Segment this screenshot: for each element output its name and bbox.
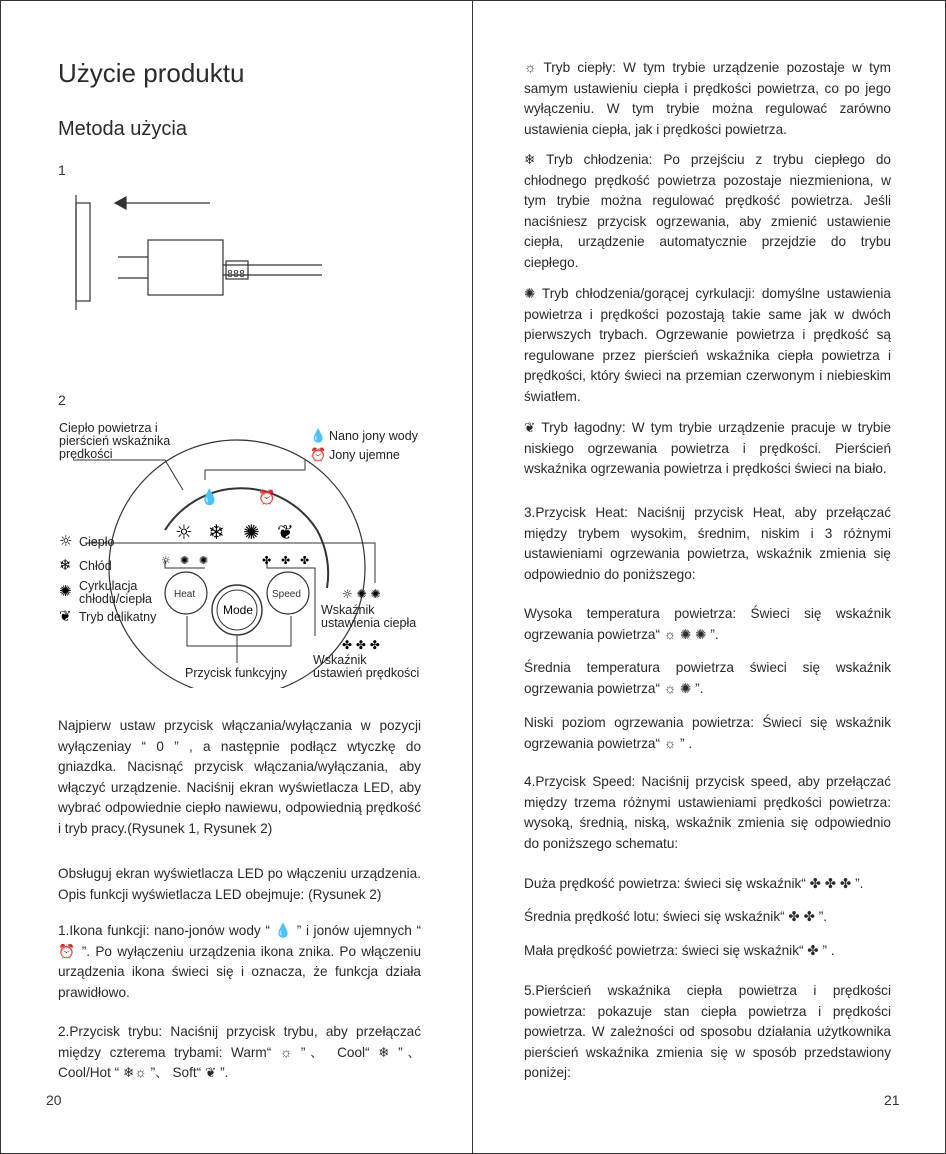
page-spine (472, 0, 473, 1154)
figure-1-number: 1 (58, 162, 66, 178)
page-number-right: 21 (884, 1092, 900, 1108)
speed-indicator-2-icon: ✤ (281, 554, 291, 567)
warm-mode-icon: ☼ (175, 520, 193, 544)
heat-button-paragraph: 3.Przycisk Heat: Naciśnij przycisk Heat, aby przełączać między trybem wysokim, średnim, niskim i 3 różnymi ustawieniami ogrzewania powietrza, wskaźnik zmienia się odpowiednio do poniższego: (524, 505, 891, 582)
ring-label-line-1: Ciepło powietrza i (59, 421, 158, 435)
nano-water-icon: 💧 (200, 488, 219, 506)
legend-warm-label: Ciepło (79, 535, 115, 549)
speed-low-paragraph: Mała prędkość powietrza: świeci się wskaźnik“ ✤ ” . (524, 943, 835, 958)
speed-indicator-3-icon: ✤ (300, 554, 310, 567)
heat-low-paragraph: Niski poziom ogrzewania powietrza: Świeci się wskaźnik ogrzewania powietrza“ ☼ ” . (524, 715, 891, 751)
insert-arrow-head (115, 197, 126, 209)
legend-soft-icon: ❦ (59, 607, 72, 625)
heat-indicator-3-icon: ✺ (199, 554, 209, 567)
wall-socket (76, 203, 90, 301)
led-paragraph: Obsługuj ekran wyświetlacza LED po włączeniu urządzenia. Opis funkcji wyświetlacza LED obejmuje: (Rysunek 2) (58, 866, 421, 902)
ring-label-line-3: prędkości (59, 447, 113, 461)
ring-label-line-2: pierścień wskaźnika (59, 434, 171, 448)
speed-ind-icons: ✤ ✤ ✤ (342, 638, 380, 652)
legend-warm-icon: ☼ (59, 532, 73, 550)
soft-mode-item: ❦ Tryb łagodny: W tym trybie urządzenie pracuje w trybie niskiego ogrzewania powietrza i prędkości. Pierścień wskaźnika ogrzewania powietrza i prędkości świeci na biało. (524, 420, 891, 476)
negative-ion-icon: ⏰ (258, 490, 276, 506)
legend-coolhot-icon: ✺ (59, 582, 72, 600)
nano-label: Nano jony wody (329, 429, 418, 443)
speed-button-label: Speed (272, 589, 301, 600)
mode-leader (85, 543, 375, 583)
plug-display: 888 (227, 269, 246, 280)
speed-ind-label-1: Wskaźnik (313, 653, 367, 667)
speed-ind-label-2: ustawień prędkości (313, 666, 420, 680)
coolhot-mode-icon: ✺ (243, 520, 260, 544)
speed-button-paragraph: 4.Przycisk Speed: Naciśnij przycisk speed, aby przełączać między trzema różnymi ustawieniami prędkości powietrza: wysoką, średnią, niską, wskaźnik zmienia się odpowiednio do poniższego schematu: (524, 774, 891, 851)
heat-ind-icons: ☼ ✺ ✺ (342, 587, 381, 601)
plug-body (148, 240, 223, 295)
legend-cool-icon: ❄ (59, 556, 72, 574)
function-button-label: Przycisk funkcyjny (185, 666, 288, 680)
coolhot-mode-item: ✺ Tryb chłodzenia/gorącej cyrkulacji: domyślne ustawienia powietrza i prędkości pozostają takie same jak w dwóch pierwszych trybach. Ogrzewanie powietrza i prędkość są regulowane przez pierścień wskaźnika ciepła powietrza i prędkości, który świeci na przemian czerwonym i niebieskim światłem. (524, 286, 891, 404)
page-title: Użycie produktu (58, 58, 245, 88)
cool-mode-item: ❄ Tryb chłodzenia: Po przejściu z trybu ciepłego do chłodnego prędkość powietrza pozostaje niezmieniona, w tym trybie można regulować prędkość powietrza. Jeśli naciśniesz przycisk ogrzewania, aby zmienić ustawienie ciepła, urządzenie automatycznie przejdzie do trybu ciepłego. (524, 152, 891, 270)
heat-ind-label-1: Wskaźnik (321, 603, 375, 617)
ion-label: Jony ujemne (329, 448, 400, 462)
function-icon-paragraph: 1.Ikona funkcji: nano-jonów wody “ 💧 ” i jonów ujemnych “ ⏰ ”. Po wyłączeniu urządzenia ikona znika. Po włączeniu urządzenia ikona świeci się i oznacza, że funkcja działa prawidłowo. (58, 923, 421, 1000)
soft-mode-icon: ❦ (277, 520, 294, 544)
ring-leader (75, 460, 183, 490)
legend-soft-label: Tryb delikatny (79, 610, 157, 624)
legend-coolhot-label-1: Cyrkulacja (79, 579, 138, 593)
mode-button-paragraph: 2.Przycisk trybu: Naciśnij przycisk trybu, aby przełączać między czterema trybami: Warm“ ☼ ”、 Cool“ ❄ ”、Cool/Hot “ ❄☼ ”、 Soft“ ❦ ”. (58, 1024, 421, 1080)
indicator-ring-arc-right (317, 530, 328, 588)
legend-coolhot-label-2: chłodu/ciepła (79, 592, 152, 606)
cool-mode-icon: ❄ (208, 520, 225, 544)
intro-paragraph: Najpierw ustaw przycisk włączania/wyłączania w pozycji wyłączeniay “ 0 ” , a następnie podłącz wtyczkę do gniazdka. Nacisnąć przycisk włączania/wyłączania, aby włączyć urządzenie. Naciśnij ekran wyświetlacza LED, aby wybrać odpowiednie ciepło nawiewu, odpowiednią prędkość i tryb pracy.(Rysunek 1, Rysunek 2) (58, 718, 421, 836)
heat-button-label: Heat (174, 589, 196, 600)
section-title: Metoda użycia (58, 118, 187, 140)
figure-1-plug-diagram (60, 185, 360, 315)
mode-button-label: Mode (223, 603, 254, 617)
heat-ind-label-2: ustawienia ciepła (321, 616, 417, 630)
speed-mid-paragraph: Średnia prędkość lotu: świeci się wskaźnik“ ✤ ✤ ”. (524, 909, 828, 924)
ring-indicator-paragraph: 5.Pierścień wskaźnika ciepła powietrza i prędkości powietrza: pokazuje stan ciepła powietrza i prędkości powietrza. W zależności od sposobu działania użytkownika pierścień wskaźnika zmienia się w sposób przedstawiony poniżej: (524, 983, 891, 1080)
heat-high-paragraph: Wysoka temperatura powietrza: Świeci się wskaźnik ogrzewania powietrza“ ☼ ✺ ✺ ”. (524, 606, 891, 642)
speed-high-paragraph: Duża prędkość powietrza: świeci się wskaźnik“ ✤ ✤ ✤ ”. (524, 876, 864, 891)
heat-indicator-2-icon: ✺ (180, 554, 190, 567)
ion-label-icon: ⏰ (310, 448, 327, 463)
page-number-left: 20 (46, 1092, 62, 1108)
warm-mode-item: ☼ Tryb ciepły: W tym trybie urządzenie pozostaje w tym samym ustawieniu ciepła i prędkości powietrza, co po jego wyłączeniu. W tym trybie można regulować zarówno ustawienia ciepła, jak i prędkości powietrza. (524, 60, 891, 137)
figure-2-number: 2 (58, 392, 66, 408)
figure-2-control-panel (55, 418, 435, 688)
legend-cool-label: Chłód (79, 559, 112, 573)
speed-indicator-1-icon: ✤ (262, 554, 272, 567)
heat-indicator-1-icon: ☼ (161, 554, 171, 567)
nano-leader (205, 460, 305, 480)
heat-mid-paragraph: Średnia temperatura powietrza świeci się wskaźnik ogrzewania powietrza“ ☼ ✺ ”. (524, 660, 891, 696)
nano-label-icon: 💧 (310, 429, 327, 444)
